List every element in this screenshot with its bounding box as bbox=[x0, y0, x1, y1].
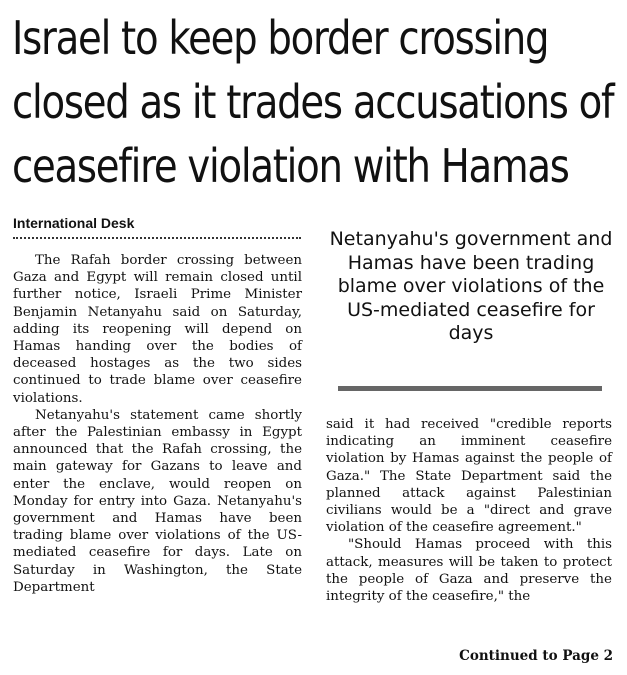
headline-line-1: Israel to keep border crossing bbox=[12, 11, 549, 65]
paragraph: Netanyahu's statement came shortly after the Palestinian embassy in Egypt announced that the Rafah crossing, the main gateway for Gazans to leave and enter the enclave, would reopen on Monday for entry into Gaza. Netanyahu's government and Hamas have been trading blame over violations of the US-mediated ceasefire for days. Late on Saturday in Washington, the State Department bbox=[13, 407, 302, 595]
paragraph: "Should Hamas proceed with this attack, measures will be taken to protect the people of Gaza and preserve the integrity of the ceasefire," the bbox=[326, 537, 612, 605]
article-column-2 bbox=[326, 416, 612, 605]
paragraph: The Rafah border crossing between Gaza and Egypt will remain closed until further notice, Israeli Prime Minister Benjamin Netanyahu said on Saturday, adding its reopening will depend on Hamas handing over the bodies of deceased hostages as the two sides continued to trade blame over ceasefire violations. bbox=[13, 253, 302, 406]
headline-line-3: ceasefire violation with Hamas bbox=[12, 139, 569, 193]
headline bbox=[12, 6, 614, 198]
pull-quote-rule bbox=[338, 386, 602, 391]
headline-line-2: closed as it trades accusations of bbox=[12, 75, 614, 129]
pull-quote: Netanyahu's government and Hamas have been trading blame over violations of the US-mediated ceasefire for days bbox=[329, 228, 613, 344]
byline-divider bbox=[13, 237, 301, 239]
paragraph: said it had received "credible reports indicating an imminent ceasefire violation by Hamas against the people of Gaza." The State Department said the planned attack against Palestinian civilians would be a "direct and grave violation of the ceasefire agreement." bbox=[326, 417, 612, 536]
byline: International Desk bbox=[13, 215, 135, 231]
continued-link[interactable]: Continued to Page 2 bbox=[459, 648, 613, 664]
article-column-1 bbox=[13, 252, 302, 596]
